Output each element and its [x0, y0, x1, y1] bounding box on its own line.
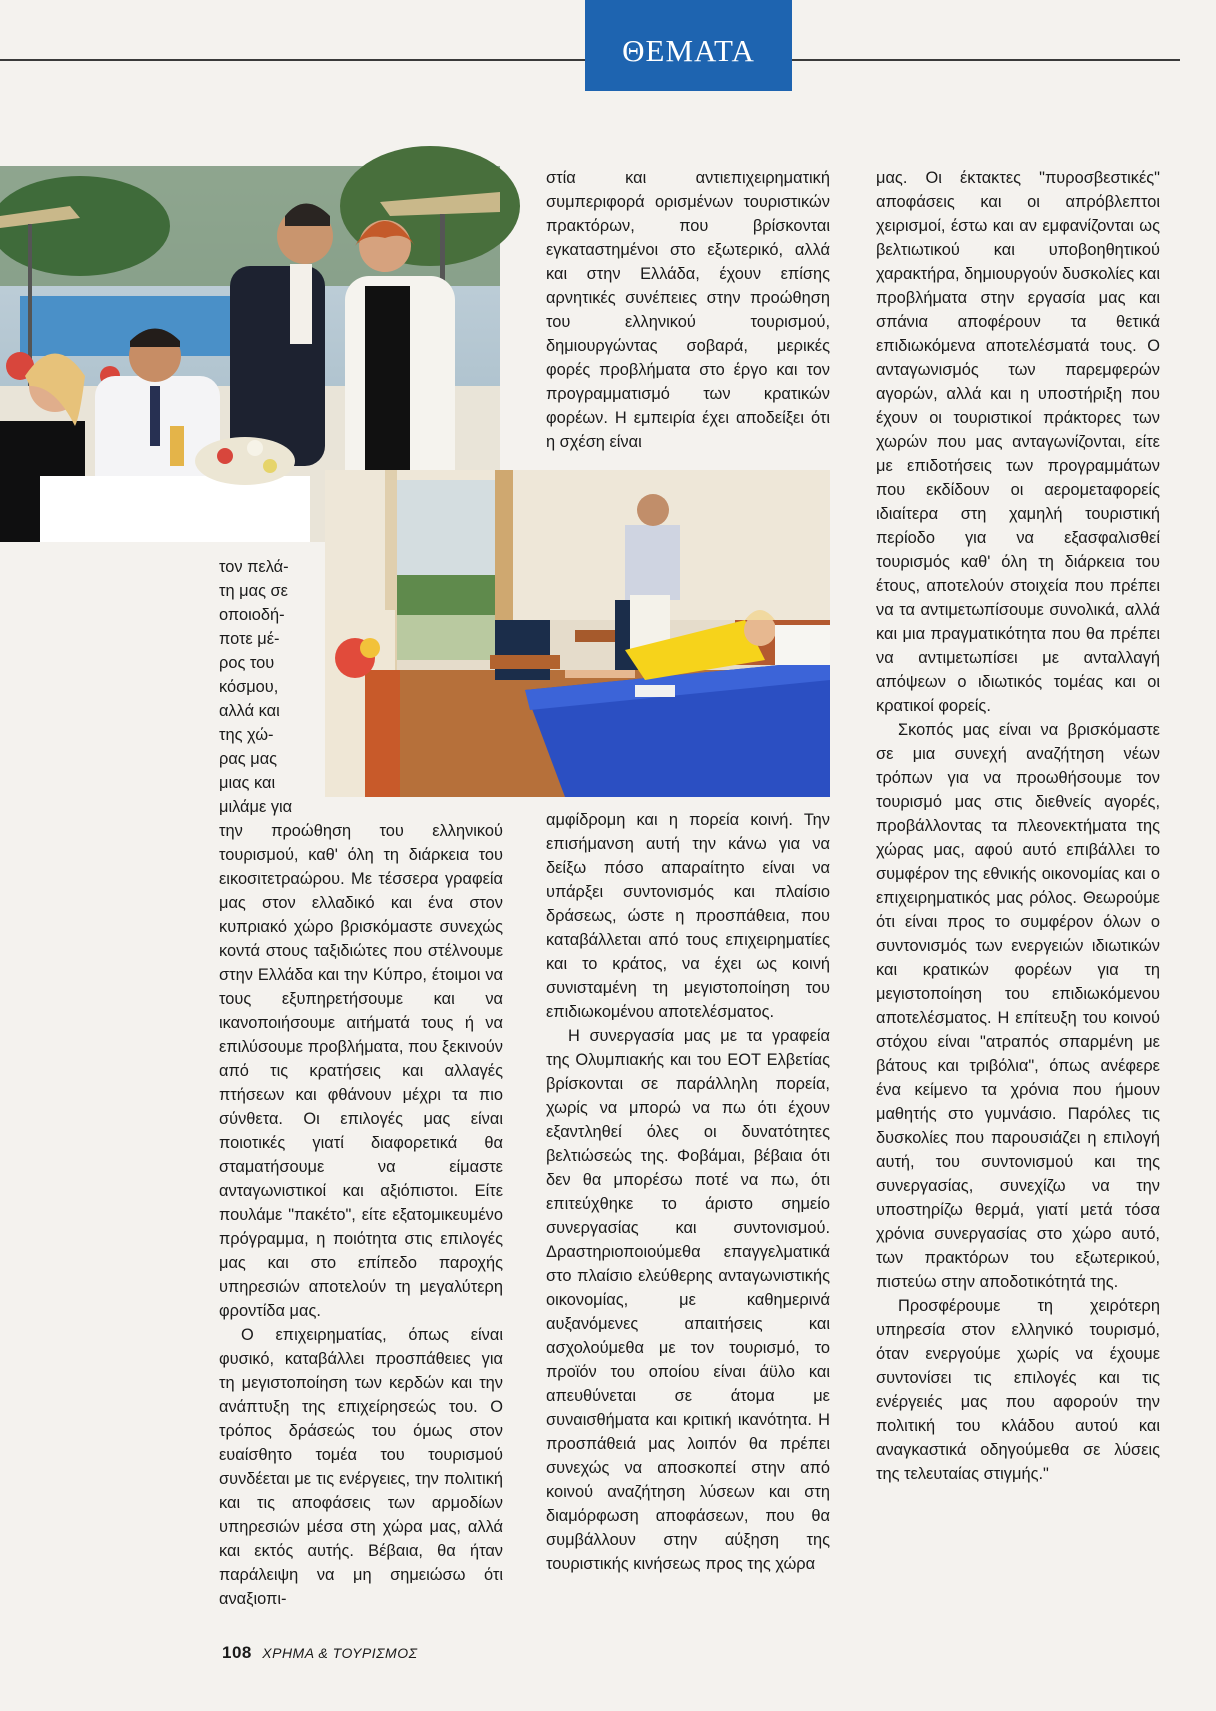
paragraph: Προσφέρουμε τη χειρότερη υπηρεσία στον ελληνικό τουρισμό, όταν ενεργούμε χωρίς να έχουμε συντονίσει τις επιλογές και τις ενέργειές μας που αφορούν την πολιτική του κλάδου αυτού και αναγκαστικά οδηγούμεθα σε λύσεις της τελευταίας στιγμής."	[876, 1297, 1160, 1483]
text-line: οποιοδή-	[219, 606, 285, 624]
paragraph: μας. Οι έκτακτες "πυροσβεστικές" αποφάσεις και οι απρόβλεπτοι χειρισμοί, έστω και αν εμφανίζονται ως βελτιωτικού και υποβοηθητικού χαρακτήρα, δημιουργούν δυσκολίες και προβλήματα στην εργασία μας και σπάνια αποφέρουν τα θετικά επιδιωκόμενα αποτελέσματά τους. Ο ανταγωνισμός των παρεμφερών αγορών, αλλά και η υποστήριξη που έχουν οι τουριστικοί πράκτορες των χωρών που μας ανταγωνίζονται, είτε με επιδοτήσεις των προγραμμάτων που εκδίδουν οι αερομεταφορείς ιδιαίτερα στη χαμηλή τουριστική περίοδο για να εξασφαλισθεί τουρισμός καθ' όλη τη διάρκεια του έτους, αποτελούν στοιχεία που πρέπει να τα αντιμετωπίσουμε συνολικά, αλλά και μια πραγματικότητα που θα πρέπει να αντιμετωπίσει με ανταλλαγή απόψεων ο ιδιωτικός τομέας και οι κρατικοί φορείς.	[876, 169, 1160, 715]
text-line: αλλά και	[219, 702, 280, 720]
column-2-bottom	[546, 808, 830, 1628]
column-2-top	[546, 166, 830, 456]
page-footer	[222, 1643, 418, 1663]
paragraph: στία και αντιεπιχειρηματική συμπεριφορά ορισμένων τουριστικών πρακτόρων, που βρίσκονται εγκαταστημένοι στο εξωτερικό, αλλά και στην Ελλάδα, έχουν επίσης αρνητικές συνέπειες στην προώθηση του ελληνικού τουρισμού, δημιουργώντας σοβαρά, μερικές φορές προβλήματα στο έργο και τον προγραμματισμό των κρατικών φορέων. Η εμπειρία έχει αποδείξει ότι η σχέση είναι	[546, 169, 830, 451]
page-number: 108	[222, 1643, 252, 1662]
text-line: ποτε μέ-	[219, 630, 280, 648]
text-line: ρος του	[219, 654, 275, 672]
narrow-lines	[219, 555, 311, 819]
paragraph: την προώθηση του ελληνικού τουρισμού, καθ' όλη τη διάρκεια του εικοσιτετραώρου. Με τέσσερα γραφεία μας στον ελλαδικό και ένα στον κυπριακό χώρο βρισκόμαστε συνεχώς κοντά στους ταξιδιώτες που στέλνουμε στην Ελλάδα και την Κύπρο, έτοιμοι να τους εξυπηρετήσουμε και να ικανοποιήσουμε αιτήματά τους ή να επιλύσουμε προβλήματα, που ξεκινούν από τις κρατήσεις και αλλαγές πτήσεων και φθάνουν μέχρι τα πιο σύνθετα. Οι επιλογές μας είναι ποιοτικές γιατί διαφορετικά θα σταματήσουμε να είμαστε ανταγωνιστικοί και αξιόπιστοι. Είτε πουλάμε "πακέτο", είτε εξατομικευμένο πρόγραμμα, η ποιότητα στις επιλογές μας και στο επίπεδο παροχής υπηρεσιών αποτελούν τη μεγαλύτερη φροντίδα μας.	[219, 822, 503, 1320]
text-line: μιας και	[219, 774, 276, 792]
text-line: κόσμου,	[219, 678, 279, 696]
column-3	[876, 166, 1160, 1626]
text-line: μιλάμε για	[219, 798, 293, 816]
paragraph: Η συνεργασία μας με τα γραφεία της Ολυμπιακής και του ΕΟΤ Ελβετίας βρίσκονται σε παράλληλη πορεία, χωρίς να μπορώ να πω ότι έχουν εξαντληθεί όλες οι δυνατότητες βελτιώσεώς της. Φοβάμαι, βέβαια ότι δεν θα μπορέσω ποτέ να πω, ότι επιτεύχθηκε το άριστο σημείο συνεργασίας και συντονισμού. Δραστηριοποιούμεθα επαγγελματικά στο πλαίσιο ελεύθερης ανταγωνιστικής οικονομίας, με καθημερινά αυξανόμενες απαιτήσεις και ασχολούμεθα με τον τουρισμό, το προϊόν του οποίου είναι άϋλο και απευθύνεται σε άτομα με συναισθήματα και κριτική ικανότητα. Η προσπάθειά μας λοιπόν θα πρέπει συνεχώς να αποσκοπεί στην από κοινού αναζήτηση λύσεων και στη διαμόρφωση αποφάσεων, που θα συμβάλλουν στην αύξηση της τουριστικής κινήσεως προς της χώρα	[546, 1027, 830, 1573]
text-line: της χώ-	[219, 726, 274, 744]
text-line: τον πελά-	[219, 558, 289, 576]
paragraph: Ο επιχειρηματίας, όπως είναι φυσικό, καταβάλλει προσπάθειες για τη μεγιστοποίηση των κερδών και την ανάπτυξη της επιχείρησεώς του. Ο τρόπος δράσεώς του όμως στον ευαίσθητο τομέα του τουρισμού συνδέεται με τις ενέργειες, την πολιτική και τις αποφάσεις των αρμοδίων υπηρεσιών μέσα στη χώρα μας, αλλά και εκτός αυτής. Βέβαια, θα ήταν παράλειψη να μη σημειώσω ότι αναξιοπι-	[219, 1326, 503, 1608]
paragraph: αμφίδρομη και η πορεία κοινή. Την επισήμανση αυτή την κάνω για να δείξω πόσο απαραίτητο είναι να υπάρξει συντονισμός και πλαίσιο δράσεως, ώστε η προσπάθεια, που καταβάλλεται από τους επιχειρηματίες και το κράτος, να έχει ως κοινή συνισταμένη τη μεγιστοποίηση του επιδιωκομένου αποτελέσματος.	[546, 811, 830, 1021]
paragraph: Σκοπός μας είναι να βρισκόμαστε σε μια συνεχή αναζήτηση νέων τρόπων για να προωθήσουμε τον τουρισμό μας στις διεθνείς αγορές, προβάλλοντας τα πλεονεκτήματα της χώρας μας, αφού αυτό επιβάλλει το συμφέρον της εθνικής οικονομίας και ο επιχειρηματικός μας ρόλος. Θεωρούμε ότι είναι προς το συμφέρον όλων ο συντονισμός των ενεργειών ιδιωτικών και κρατικών φορέων για τη μεγιστοποίηση του επιδιωκόμενου αποτελέσματος. Η επίτευξη του κοινού στόχου είναι "ατραπός σπαρμένη με βάτους και τριβόλια", όπως ανέφερε ένα κείμενο τα χρόνια που ήμουν μαθητής στο γυμνάσιο. Παρόλες τις δυσκολίες που παρουσιάζει η επιλογή αυτή, του συντονισμού και της συνεργασίας, συνεχίζω να την υποστηρίζω θερμά, γιατί μετά τόσα χρόνια συνεργασίας στο χώρο αυτό, των πρακτόρων του εξωτερικού, πιστεύω στην αποδοτικότητά της.	[876, 721, 1160, 1291]
column-1	[219, 555, 503, 1608]
text-line: ρας μας	[219, 750, 278, 768]
section-tab: ΘΕΜΑΤΑ	[585, 0, 792, 91]
magazine-name: ΧΡΗΜΑ & ΤΟΥΡΙΣΜΟΣ	[262, 1645, 418, 1661]
text-line: τη μας σε	[219, 582, 288, 600]
